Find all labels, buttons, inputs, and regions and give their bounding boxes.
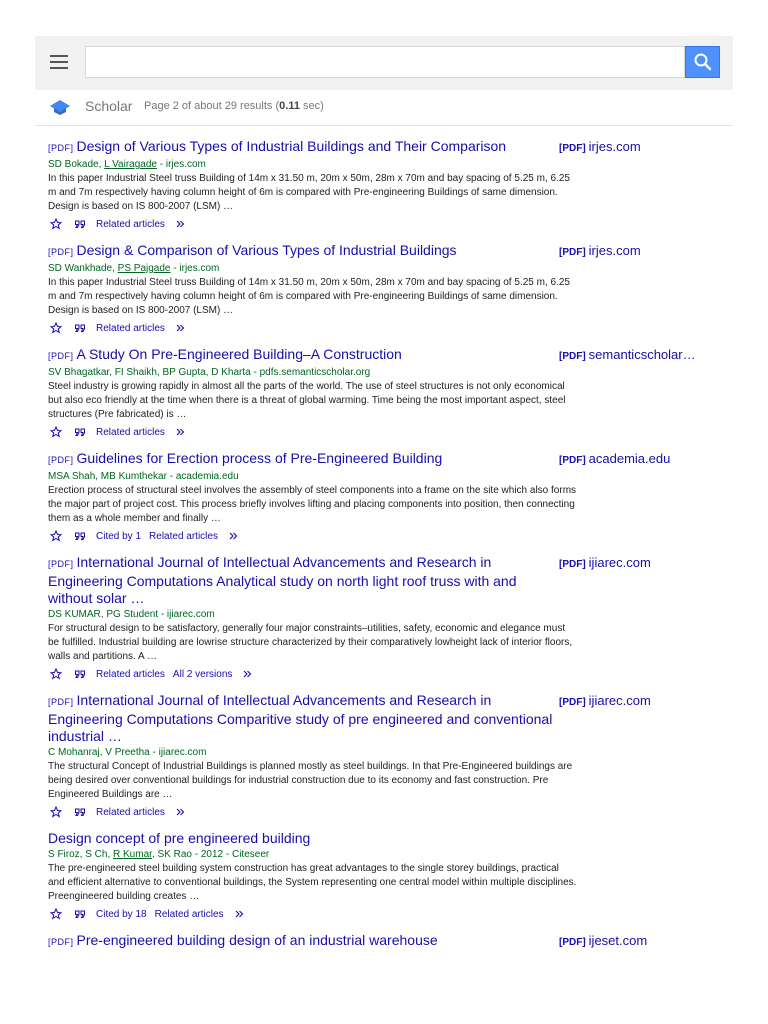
pdf-side-tag: [PDF] [559,937,586,948]
pdf-type-tag: [PDF] [48,455,74,465]
pdf-source-text[interactable]: academia.edu [588,451,671,466]
result-authors [48,470,738,484]
header-divider [35,125,733,126]
result-source: - pdfs.semanticscholar.org [250,367,371,378]
pdf-source-text[interactable]: irjes.com [588,139,641,154]
author-name: DS KUMAR, PG Student [48,609,159,620]
author-name: , SK Rao [151,849,192,860]
action-link[interactable]: Related articles [96,322,165,334]
cite-quote-icon[interactable] [72,216,88,232]
action-link[interactable]: Related articles [149,530,218,542]
author-link[interactable]: L Vairagade [104,159,157,170]
results-list [48,138,738,961]
result-item [48,450,738,544]
cite-quote-icon[interactable] [72,666,88,682]
result-actions [48,906,738,922]
pdf-source-text[interactable]: ijiarec.com [588,693,651,708]
more-chevron-icon[interactable] [173,424,189,440]
result-item [48,932,738,951]
action-link[interactable]: Related articles [96,806,165,818]
result-title-link[interactable] [48,554,556,607]
result-title-link[interactable] [48,242,556,261]
result-actions [48,320,738,336]
result-title-text[interactable]: A Study On Pre-Engineered Building–A Construction [76,346,402,362]
result-snippet: For structural design to be satisfactory, generally four major constraints–utilities, safety, economic and elegance must be fulfilled. Industrial building are lowrise structure characterized by their comparatively lowheight lack of interior floors, walls and partitions. A … [48,623,573,662]
pdf-source-text[interactable]: ijeset.com [588,933,648,948]
result-snippet: In this paper Industrial Steel truss Building of 14m x 31.50 m, 20m x 50m, 28m x 70m and bay spacing of 5.25 m, 6.25 m and 7m respectively having column height of 6m is compared with Pre-engineering Buildings of same dimension. Design is based on IS 800-2007 (LSM) … [48,173,570,212]
save-star-icon[interactable] [48,804,64,820]
result-actions [48,528,738,544]
search-icon [686,47,719,77]
pdf-type-tag: [PDF] [48,559,74,569]
author-name: SD Bokade [48,159,99,170]
author-name: SD Wankhade [48,263,113,274]
result-title-link[interactable] [48,450,556,469]
results-stats: Page 2 of about 29 results (0.11 sec) [144,100,324,112]
result-source: - ijiarec.com [149,747,207,758]
result-title-row [48,692,738,745]
cite-quote-icon[interactable] [72,528,88,544]
result-title-text[interactable]: Guidelines for Erection process of Pre-Engineered Building [76,450,443,466]
pdf-type-tag: [PDF] [48,143,74,153]
result-actions [48,804,738,820]
top-bar [35,36,733,90]
author-link[interactable]: R Kumar [113,849,152,860]
pdf-type-tag: [PDF] [48,351,74,361]
author-separator: , [112,263,118,274]
result-authors [48,608,738,622]
author-name: SV Bhagatkar, FI Shaikh, BP Gupta, D Kharta [48,367,251,378]
cite-quote-icon[interactable] [72,424,88,440]
pdf-type-tag: [PDF] [48,937,74,947]
result-authors [48,262,738,276]
result-snippet: The pre-engineered steel building system construction has great advantages to the single storey buildings, practical and efficient alternative to conventional buildings, the System representing one central model within multiple disciplines. Preengineered building creates … [48,863,577,902]
result-source: - irjes.com [156,159,206,170]
result-title-link[interactable] [48,692,556,745]
result-title-text[interactable]: International Journal of Intellectual Advancements and Research in Engineering Computations Comparitive study of pre engineered and conventional industrial … [48,692,553,744]
result-source: - irjes.com [170,263,220,274]
result-title-link[interactable] [48,138,556,157]
result-title-text[interactable]: International Journal of Intellectual Advancements and Research in Engineering Computations Analytical study on north light roof truss with and without solar … [48,554,517,606]
result-title-row [48,554,738,607]
cite-quote-icon[interactable] [72,320,88,336]
pdf-side-tag: [PDF] [559,247,586,258]
result-snippet: The structural Concept of Industrial Buildings is planned mostly as steel buildings. In that Pre-Engineered buildings are being desired over conventional buildings for industrial construction due to its economy and fast construction. Pre Engineered Buildings are … [48,761,573,800]
action-link[interactable]: All 2 versions [172,668,233,680]
action-link[interactable]: Cited by 18 [96,908,147,920]
result-item [48,138,738,232]
pdf-type-tag: [PDF] [48,247,74,257]
save-star-icon[interactable] [48,906,64,922]
pdf-source-text[interactable]: semanticscholar… [588,347,696,362]
result-snippet: Steel industry is growing rapidly in almost all the parts of the world. The use of steel structures is not only economical but also eco friendly at the time when there is a threat of global warming. Time being the most important aspect, steel structures (Pre fabricated) is … [48,381,566,420]
pdf-source-link[interactable] [559,138,731,157]
result-source: - academia.edu [166,471,239,482]
author-separator: , [98,159,105,170]
author-name: S Firoz, S Ch, [48,849,114,860]
result-title-row [48,346,738,365]
scholar-brand[interactable]: Scholar [85,98,133,114]
pdf-side-tag: [PDF] [559,351,586,362]
save-star-icon[interactable] [48,528,64,544]
pdf-source-text[interactable]: ijiarec.com [588,555,651,570]
save-star-icon[interactable] [48,666,64,682]
action-link[interactable]: Related articles [96,218,165,230]
cite-quote-icon[interactable] [72,804,88,820]
pdf-type-tag: [PDF] [48,697,74,707]
more-chevron-icon[interactable] [173,804,189,820]
cite-quote-icon[interactable] [72,906,88,922]
pdf-source-text[interactable]: irjes.com [588,243,641,258]
result-item [48,692,738,820]
action-link[interactable]: Related articles [154,908,224,920]
result-item [48,830,738,922]
author-name: C Mohanraj, V Preetha [48,747,150,758]
more-chevron-icon[interactable] [226,528,242,544]
search-button[interactable] [685,46,720,78]
pdf-source-link[interactable] [559,932,731,951]
pdf-source-link[interactable] [559,554,731,573]
result-item [48,554,738,682]
result-title-row [48,830,738,847]
result-snippet: In this paper Industrial Steel truss Building of 14m x 31.50 m, 20m x 50m, 28m x 70m and bay spacing of 5.25 m, 6.25 m and 7m respectively having column height of 6m is compared with Pre-engineering Buildings of same dimension. Design is based on IS 800-2007 (LSM) … [48,277,570,316]
result-title-text[interactable]: Design concept of pre engineered building [48,830,311,846]
result-title-text[interactable]: Pre-engineered building design of an industrial warehouse [76,932,438,948]
breadcrumb [50,96,740,118]
action-link[interactable]: Related articles [96,668,165,680]
result-item [48,346,738,440]
result-actions [48,424,738,440]
scholar-logo-icon[interactable] [50,98,70,116]
results-time: 0.11 [279,100,300,112]
result-actions [48,216,738,232]
save-star-icon[interactable] [48,216,64,232]
result-title-link[interactable] [48,830,556,847]
pdf-source-link[interactable] [559,692,731,711]
pdf-side-tag: [PDF] [559,559,586,570]
action-link[interactable]: Related articles [96,426,165,438]
result-title-row [48,242,738,261]
pdf-source-link[interactable] [559,450,731,469]
action-link[interactable]: Cited by 1 [96,530,142,542]
result-authors [48,366,738,380]
result-authors [48,848,738,862]
save-star-icon[interactable] [48,424,64,440]
more-chevron-icon[interactable] [173,216,189,232]
result-title-row [48,932,738,951]
result-title-row [48,138,738,157]
pdf-side-tag: [PDF] [559,455,586,466]
pdf-side-tag: [PDF] [559,143,586,154]
more-chevron-icon[interactable] [240,666,256,682]
result-actions [48,666,738,682]
pdf-source-link[interactable] [559,242,731,261]
result-title-link[interactable] [48,932,556,951]
result-source: - 2012 - Citeseer [191,849,270,860]
result-snippet: Erection process of structural steel involves the assembly of steel components into a frame on the site which also forms the major part of project cost. This process briefly involves lifting and placing components into position, then connecting them as a whole member and finally … [48,485,577,524]
result-title-link[interactable] [48,346,556,365]
result-title-text[interactable]: Design & Comparison of Various Types of Industrial Buildings [76,242,457,258]
result-item [48,242,738,336]
author-name: MSA Shah, MB Kumthekar [48,471,167,482]
pdf-source-link[interactable] [559,346,731,365]
search-input[interactable] [85,46,685,78]
result-authors [48,158,738,172]
result-authors [48,746,738,760]
menu-icon[interactable] [50,55,68,69]
author-link[interactable]: PS Pajgade [117,263,171,274]
pdf-side-tag: [PDF] [559,697,586,708]
more-chevron-icon[interactable] [232,906,248,922]
result-title-text[interactable]: Design of Various Types of Industrial Buildings and Their Comparison [76,138,507,154]
result-source: - ijiarec.com [158,609,215,620]
save-star-icon[interactable] [48,320,64,336]
result-title-row [48,450,738,469]
more-chevron-icon[interactable] [173,320,189,336]
